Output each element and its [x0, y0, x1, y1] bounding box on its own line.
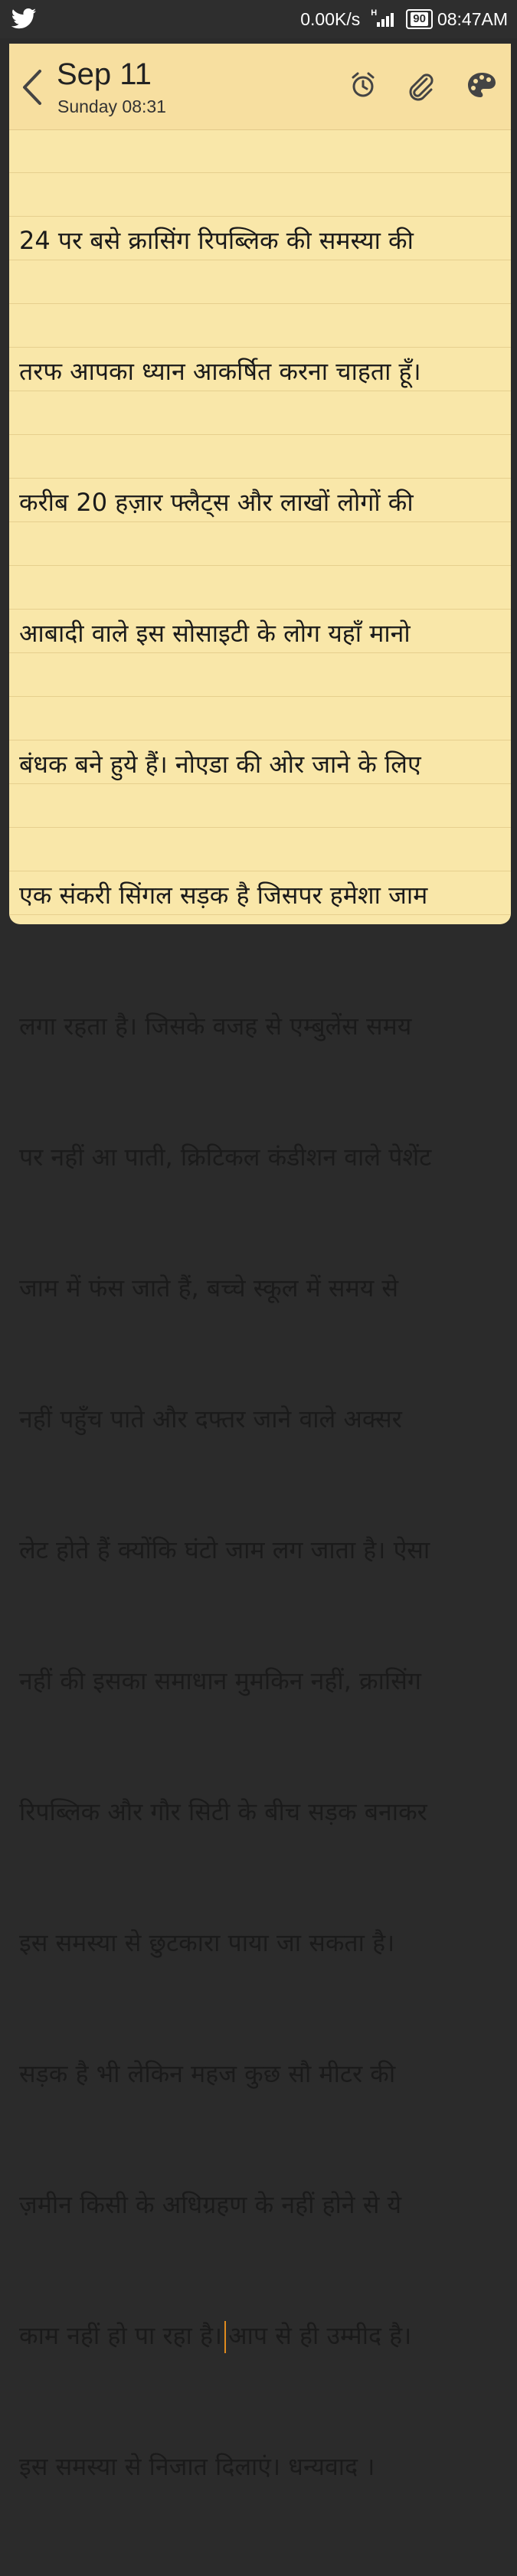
note-line: इस समस्या से निजात दिलाएं। धन्यवाद । — [19, 2452, 375, 2481]
note-line: ज़मीन किसी के अधिग्रहण के नहीं होने से ये — [19, 2190, 402, 2219]
note-text[interactable] — [19, 132, 506, 2576]
palette-icon — [465, 68, 499, 102]
attach-button[interactable] — [404, 68, 437, 102]
note-line: 24 पर बसे क्रासिंग रिपब्लिक की समस्या की — [19, 226, 414, 255]
note-line: नहीं की इसका समाधान मुमकिन नहीं, क्रासिंग — [19, 1666, 421, 1695]
status-indicators — [300, 0, 508, 38]
chevron-left-icon — [18, 67, 46, 108]
paperclip-icon — [404, 68, 437, 102]
status-time: 08:47AM — [437, 8, 508, 29]
note-line: नहीं पहुँच पाते और दफ्तर जाने वाले अक्सर — [19, 1404, 402, 1433]
network-type: H — [371, 8, 378, 18]
note-line: सड़क है भी लेकिन महज कुछ सौ मीटर की — [19, 2059, 396, 2088]
alarm-button[interactable] — [346, 68, 380, 102]
note-line: लगा रहता है। जिसके वजह से एम्बुलेंस समय — [19, 1012, 412, 1041]
note-line: पर नहीं आ पाती, क्रिटिकल कंडीशन वाले पेशेंट — [19, 1143, 432, 1172]
note-line: करीब 20 हज़ार फ्लैट्स और लाखों लोगों की — [19, 488, 414, 517]
battery-icon — [406, 9, 433, 29]
back-button[interactable] — [18, 67, 46, 108]
signal-strength-icon — [371, 8, 397, 30]
note-header — [9, 44, 511, 130]
note-body[interactable] — [9, 130, 511, 2481]
note-date: Sep 11 — [57, 57, 152, 91]
alarm-clock-icon — [346, 68, 380, 102]
theme-button[interactable] — [465, 68, 499, 102]
twitter-bird-icon — [11, 8, 37, 31]
note-line: एक संकरी सिंगल सड़क है जिसपर हमेशा जाम — [19, 881, 428, 910]
battery-level: 90 — [411, 12, 428, 26]
note-text-after-caret: आप से ही उम्मीद है। — [228, 2321, 412, 2350]
network-speed: 0.00K/s — [300, 8, 361, 29]
note-line-with-caret — [19, 2314, 506, 2358]
note-line: बंधक बने हुये हैं। नोएडा की ओर जाने के लिए — [19, 750, 421, 779]
note-card — [9, 44, 511, 2481]
note-text-before-caret: काम नहीं हो पा रहा है। — [19, 2321, 223, 2350]
note-line: इस समस्या से छुटकारा पाया जा सकता है। — [19, 1928, 395, 1957]
note-line: लेट होते हैं क्योंकि घंटो जाम लग जाता है। ऐसा — [19, 1535, 430, 1564]
note-subtitle: Sunday 08:31 — [57, 96, 166, 116]
status-bar — [0, 0, 517, 38]
note-line: तरफ आपका ध्यान आकर्षित करना चाहता हूँ। — [19, 357, 421, 386]
note-line: आबादी वाले इस सोसाइटी के लोग यहाँ मानो — [19, 619, 411, 648]
note-line: जाम में फंस जाते हैं, बच्चे स्कूल में समय से — [19, 1273, 399, 1303]
note-line: रिपब्लिक और गौर सिटी के बीच सड़क बनाकर — [19, 1797, 427, 1826]
text-caret — [224, 2321, 226, 2353]
